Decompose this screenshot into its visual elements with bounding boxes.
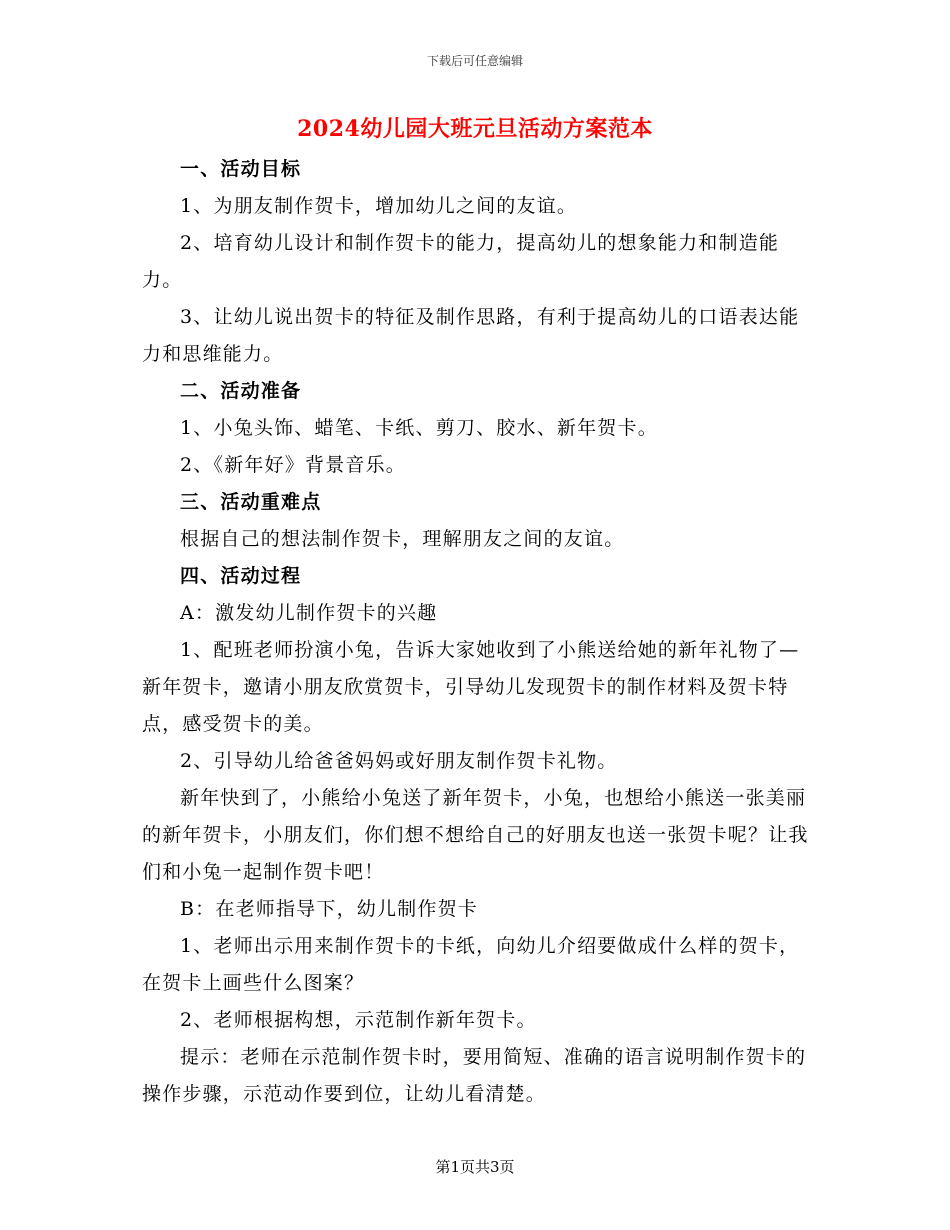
- paragraph: 2、引导幼儿给爸爸妈妈或好朋友制作贺卡礼物。: [180, 750, 618, 772]
- section-heading-preparation: 二、活动准备: [180, 380, 302, 402]
- paragraph: 2、老师根据构想，示范制作新年贺卡。: [180, 1009, 537, 1031]
- paragraph: 根据自己的想法制作贺卡，理解朋友之间的友谊。: [180, 528, 625, 550]
- paragraph: 1、小兔头饰、蜡笔、卡纸、剪刀、胶水、新年贺卡。: [180, 417, 658, 439]
- page-header-note: 下载后可任意编辑: [426, 54, 523, 68]
- paragraph: 1、为朋友制作贺卡，增加幼儿之间的友谊。: [180, 195, 578, 217]
- paragraph: 2、培育幼儿设计和制作贺卡的能力，提高幼儿的想象能力和制造能力。: [142, 232, 780, 291]
- document-body: [142, 151, 810, 1113]
- page-number: 第1页共3页: [435, 1158, 515, 1176]
- paragraph: 3、让幼儿说出贺卡的特征及制作思路，有利于提高幼儿的口语表达能力和思维能力。: [142, 306, 800, 365]
- section-heading-process: 四、活动过程: [180, 565, 302, 587]
- document-title: 2024幼儿园大班元旦活动方案范本: [297, 116, 653, 142]
- paragraph: A：激发幼儿制作贺卡的兴趣: [180, 602, 438, 624]
- paragraph: 新年快到了，小熊给小兔送了新年贺卡，小兔，也想给小熊送一张美丽的新年贺卡，小朋友们，你们想不想给自己的好朋友也送一张贺卡呢？让我们和小兔一起制作贺卡吧！: [142, 787, 809, 883]
- paragraph: B：在老师指导下，幼儿制作贺卡: [180, 898, 478, 920]
- paragraph: 提示：老师在示范制作贺卡时，要用简短、准确的语言说明制作贺卡的操作步骤，示范动作要到位，让幼儿看清楚。: [142, 1046, 807, 1105]
- paragraph: 1、配班老师扮演小兔，告诉大家她收到了小熊送给她的新年礼物了—新年贺卡，邀请小朋友欣赏贺卡，引导幼儿发现贺卡的制作材料及贺卡特点，感受贺卡的美。: [142, 639, 800, 735]
- paragraph: 1、老师出示用来制作贺卡的卡纸，向幼儿介绍要做成什么样的贺卡，在贺卡上画些什么图案？: [142, 935, 800, 994]
- paragraph: 2、《新年好》背景音乐。: [180, 454, 406, 476]
- section-heading-key-points: 三、活动重难点: [180, 491, 322, 513]
- section-heading-goals: 一、活动目标: [180, 158, 302, 180]
